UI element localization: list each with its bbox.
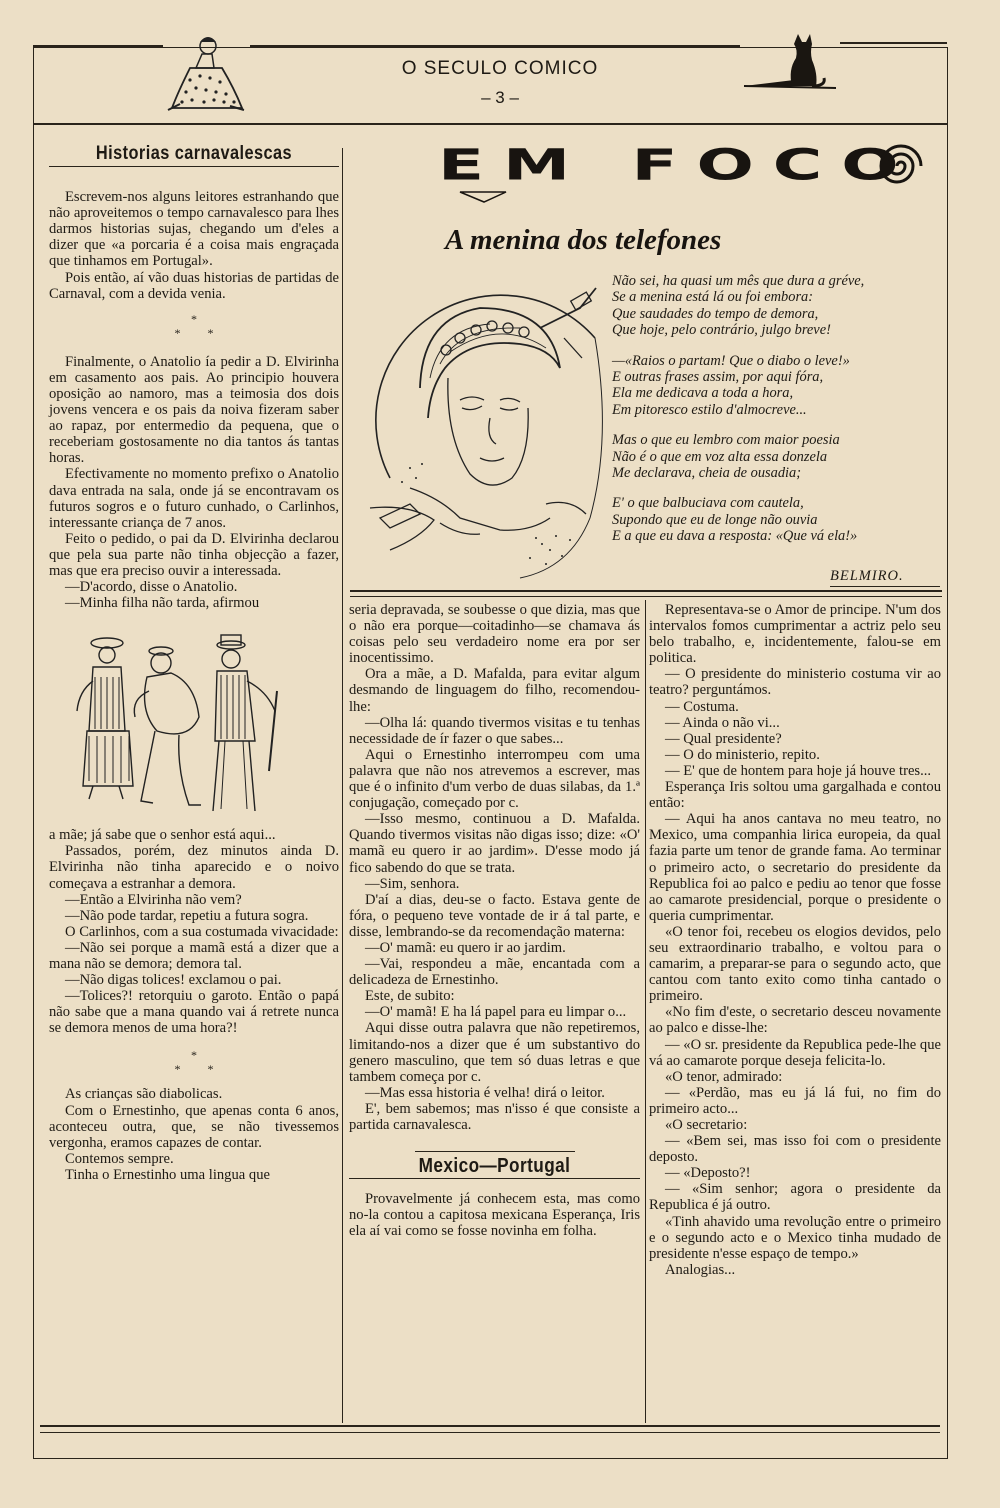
page-title: O SECULO COMICO [401,58,599,79]
title-underline [49,166,339,167]
paragraph: — Ainda o não vi... [665,714,780,731]
paragraph: —Então a Elvirinha não vem? [65,891,242,908]
paragraph: «O tenor foi, recebeu os elogios devidos, pelo seu extraordinario trabalho, e voltou para o camarim, a preparar-se para o segundo acto, que cantou com tanto exito como tinha cantado o primeiro. [649,923,941,1005]
paragraph: —Isso mesmo, continuou a D. Mafalda. Quando tivermos visitas não digas isso; dize: «O' mamã eu quero ir ao jardim». D'esse modo já fico sabendo do que se trata. [349,811,640,876]
paragraph: — «Bem sei, mas isso foi com o presidente deposto. [649,1133,941,1166]
stanza [612,273,944,339]
top-rule-right [840,42,947,44]
poem-line: E a que eu dava a resposta: «Que vá ela!» [612,528,858,545]
poem-line: E outras frases assim, por aqui fóra, [612,369,824,386]
doll-figure-icon [160,30,250,115]
section-title-historias: Historias carnavalescas [95,143,293,164]
page-number: – 3 – [481,88,519,107]
paragraph: — «Deposto?! [665,1165,751,1182]
poem-line: Em pitoresco estilo d'almocreve... [612,401,807,418]
column-divider-2 [645,600,646,1423]
poem-line: Que hoje, pelo contrário, julgo breve! [612,322,831,339]
paragraph: Finalmente, o Anatolio ía pedir a D. Elvirinha em casamento aos pais. Ao principio houvera oposição ao namoro, mas a teimosia dos dois jovens vencera e os pais da noiva fizeram saber ao rapaz, por entermedio da pequena, que o receberiam gostosamente no dia tantos ás tantas horas. [49,353,339,467]
paragraph: — Aqui ha anos cantava no meu teatro, no Mexico, uma companhia lirica europeia, da qual fazia parte um tenor de grande fama. Ao terminar o primeiro acto, o secretario do presidente da Republica foi ao palco e pediu ao tenor que fosse ao camarote presidencial, porque o presidente o queria cumprimentar. [649,811,941,924]
paragraph: «O secretario: [665,1117,748,1133]
paragraph: a mãe; já sabe que o senhor está aqui... [49,827,276,844]
paragraph: — Costuma. [665,698,739,715]
poem-body [612,273,944,545]
column-historias [49,143,339,1183]
paragraph: «O tenor, admirado: [665,1068,783,1085]
top-rule-left [33,45,163,47]
poem-line: Me declarava, cheia de ousadia; [612,465,802,482]
poem-divider [350,590,942,592]
poem-divider-2 [350,596,942,597]
poem-line: —«Raios o partam! Que o diabo o leve!» [612,352,850,369]
section-title-mexico: Mexico—Portugal [418,1155,571,1178]
paragraph: —Mas essa historia é velha! dirá o leitor. [365,1084,605,1101]
bottom-rule-2 [40,1432,940,1433]
paragraph: —Não sei porque a mamã está a dizer que a mana não se demora; demora tal. [49,939,339,972]
title-underline [349,1178,640,1179]
poem-line: Que saudades do tempo de demora, [612,305,819,322]
paragraph: — «Sim senhor; agora o presidente da Republica é já outro. [649,1181,941,1214]
paragraph: Pois então, aí vão duas historias de partidas de Carnaval, com a devida venia. [49,269,339,302]
paragraph: «Tinh ahavido uma revolução entre o primeiro e o segundo acto e o Mexico tinha mudado de presidente n'esse espaço de tempo.» [649,1213,941,1262]
paragraph: Aqui disse outra palavra que não repetiremos, limitando-nos a dizer que é um substantivo do genero masculino, que tem só duas letras e que tambem começa por c. [349,1020,640,1085]
paragraph: Escrevem-nos alguns leitores estranhando que não aproveitemos o tempo carnavalesco para lhes darmos historias sujas, chegando um d'eles a dizer que «a porcaria é a coisa mais engraçada que tinhamos em Portugal». [49,189,339,270]
paragraph: As crianças são diabolicas. [65,1086,223,1103]
paragraph: D'aí a dias, deu-se o facto. Estava gente de fóra, o pequeno teve vontade de ir á tal parte, e disse, lembrando-se da recomendação materna: [349,891,640,940]
paragraph: —Sim, senhora. [365,875,460,892]
cat-silhouette-icon [740,30,840,92]
stanza [612,432,944,481]
spiral-ornament-icon [875,140,927,192]
poem-author: BELMIRO. [830,568,904,584]
em-foco-banner: EM FOCO [438,140,918,190]
stanza [612,353,944,419]
paragraph: — «Perdão, mas eu já lá fui, no fim do primeiro acto... [649,1084,941,1117]
paragraph: Ora a mãe, a D. Mafalda, para evitar algum desmando de linguagem do filho, recomendou-lhe: [349,666,640,715]
paragraph: Representava-se o Amor de principe. N'um dos intervalos fomos cumprimentar a actriz pelo seu belo trabalho, e, incidentemente, falou-se em politica. [649,602,941,667]
section-stars: * * * [174,311,214,340]
poem-line: Ela me dedicava a toda a hora, [612,385,794,402]
paragraph: Contemos sempre. [65,1150,174,1167]
paragraph: —Minha filha não tarda, afirmou [65,595,260,612]
poem-line: E' o que balbuciava com cautela, [612,495,804,512]
paragraph: Provavelmente já conhecem esta, mas como no-la contou a capitosa mexicana Esperança, Iris ela aí vai como se fosse novinha em folha. [349,1191,640,1240]
paragraph: —O' mamã! E ha lá papel para eu limpar o... [365,1004,627,1021]
paragraph: Feito o pedido, o pai da D. Elvirinha declarou que pela sua parte não tinha objecção a fazer, mas que era preciso ouvir a interessada. [49,530,339,579]
paragraph: —Vai, respondeu a mãe, encantada com a delicadeza de Ernestinho. [349,956,640,989]
poem-line: Não é o que em voz alta essa donzela [612,448,828,465]
paragraph: E', bem sabemos; mas n'isso é que consiste a partida carnavalesca. [349,1100,640,1133]
author-underline [830,586,940,587]
paragraph: Esperança Iris soltou uma gargalhada e contou então: [649,779,941,812]
top-rule-mid [250,45,740,47]
banner-arrow-icon [458,190,508,204]
stanza [612,495,944,544]
paragraph: Com o Ernestinho, que apenas conta 6 anos, aconteceu outra, que, se não tivessemos vergonha, eramos capazes de contar. [49,1102,339,1151]
column-divider-1 [342,148,343,1423]
paragraph: Passados, porém, dez minutos ainda D. Elvirinha não tinha aparecido e o noivo começava a estranhar a demora. [49,843,339,892]
poem-title: A menina dos telefones [445,224,722,256]
poem-line: Se a menina está lá ou foi embora: [612,289,814,306]
column-right [649,602,941,1278]
paragraph: Aqui o Ernestinho interrompeu com uma palavra que não nos atrevemos a escrever, mas que é o infinito d'um verbo de duas silabas, da 1.ª conjugação, começado por c. [349,746,640,812]
paragraph: —Não pode tardar, repetiu a futura sogra. [65,907,309,924]
paragraph: —Olha lá: quando tivermos visitas e tu tenhas necessidade de ír fazer o que sabes... [349,714,640,747]
section-stars: * * * [174,1048,214,1077]
paragraph: —Tolices?! retorquiu o garoto. Então o papá não sabe que a mana quando vai á retrete nunca se demora menos de uma hora?! [49,988,339,1037]
poem-line: Mas o que eu lembro com maior poesia [612,432,840,449]
paragraph: — O do ministerio, repito. [665,746,820,763]
paragraph: — «O sr. presidente da Republica pede-lhe que vá ao camarote porque deseja felicita-lo. [649,1036,941,1069]
header-rule [33,123,947,125]
paragraph: — O presidente do ministerio costuma vir ao teatro? perguntámos. [649,666,941,699]
paragraph: — Qual presidente? [665,730,782,747]
paragraph: O Carlinhos, com a sua costumada vivacidade: [65,923,339,940]
paragraph: «No fim d'este, o secretario desceu novamente ao palco e disse-lhe: [649,1004,941,1037]
paragraph: Efectivamente no momento prefixo o Anatolio dava entrada na sala, onde já se encontravam os futuros sogros e o futuro cunhado, o Carlinhos, interessante criança de 7 anos. [49,466,339,531]
paragraph: seria depravada, se soubesse o que dizia, mas que o não era porque—coitadinho—se chamava ás coisas pelo seu verdadeiro nome era por ser inocentissimo. [349,602,640,667]
section-separator [415,1151,575,1152]
column-middle [349,602,640,1239]
paragraph: Este, de subito: [365,988,455,1005]
paragraph: —D'acordo, disse o Anatolio. [65,579,238,596]
paragraph: —Não digas tolices! exclamou o pai. [65,972,282,989]
poem-line: Supondo que eu de longe não ouvia [612,511,818,528]
telephone-girl-illustration [350,268,612,586]
paragraph: —O' mamã: eu quero ir ao jardim. [365,939,566,956]
carnival-figures-illustration [49,621,339,821]
poem-line: Não sei, ha quasi um mês que dura a gréve, [612,273,865,289]
bottom-rule [40,1425,940,1427]
paragraph: Analogias... [665,1261,736,1278]
paragraph: Tinha o Ernestinho uma lingua que [65,1166,270,1183]
paragraph: — E' que de hontem para hoje já houve tres... [665,762,932,779]
